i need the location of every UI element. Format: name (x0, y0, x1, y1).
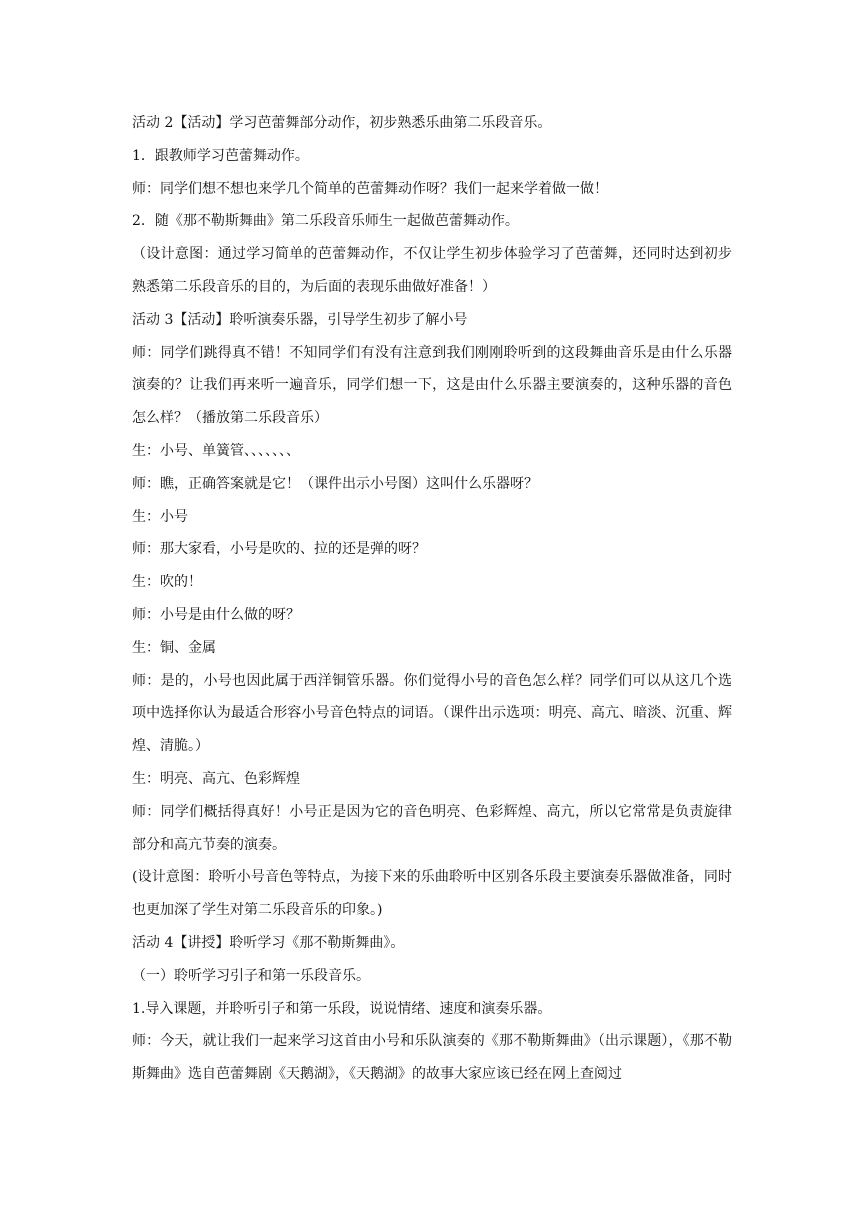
teacher-line: 师：今天，就让我们一起来学习这首由小号和乐队演奏的《那不勒斯舞曲》（出示课题），《那不勒斯舞曲》选自芭蕾舞剧《天鹅湖》，《天鹅湖》的故事大家应该已经在网上查阅过 (132, 1033, 732, 1083)
teacher-line: 师：同学们概括得真好！小号正是因为它的音色明亮、色彩辉煌、高亢，所以它常常是负责旋律部分和高亢节奏的演奏。 (132, 803, 732, 853)
student-line: 生：明亮、高亢、色彩辉煌 (132, 770, 300, 787)
heading-activity-2: 活动 2【活动】学习芭蕾舞部分动作，初步熟悉乐曲第二乐段音乐。 (132, 115, 552, 131)
document-body (132, 107, 732, 1091)
student-line: 生：小号、单簧管、、、、、、、 (132, 442, 300, 459)
student-line: 生：铜、金属 (132, 639, 216, 656)
heading-activity-3: 活动 3【活动】聆听演奏乐器，引导学生初步了解小号 (132, 311, 468, 328)
teacher-line: 师：同学们想不想也来学几个简单的芭蕾舞动作呀？我们一起来学着做一做！ (132, 180, 608, 197)
student-line: 生：小号 (132, 508, 188, 525)
heading-activity-4: 活动 4【讲授】聆听学习《那不勒斯舞曲》。 (132, 934, 405, 951)
teacher-line: 师：那大家看，小号是吹的、拉的还是弹的呀？ (132, 541, 426, 558)
step-1: 1.导入课题，并聆听引子和第一乐段，说说情绪、速度和演奏乐器。 (132, 1000, 552, 1017)
step-1: 1．跟教师学习芭蕾舞动作。 (132, 147, 309, 164)
design-intent-note: (设计意图：聆听小号音色等特点，为接下来的乐曲聆听中区别各乐段主要演奏乐器做准备，同时也更加深了学生对第二乐段音乐的印象。) (132, 869, 732, 919)
design-intent-note: （设计意图：通过学习简单的芭蕾舞动作，不仅让学生初步体验学习了芭蕾舞，还同时达到初步熟悉第二乐段音乐的目的，为后面的表现乐曲做好准备！） (132, 246, 732, 295)
teacher-line: 师：同学们跳得真不错！不知同学们有没有注意到我们刚刚聆听到的这段舞曲音乐是由什么乐器演奏的？让我们再来听一遍音乐，同学们想一下，这是由什么乐器主要演奏的，这种乐器的音色怎么样？（播放第二乐段音乐） (132, 344, 732, 427)
step-2: 2．随《那不勒斯舞曲》第二乐段音乐师生一起做芭蕾舞动作。 (132, 213, 519, 230)
subsection-heading: （一）聆听学习引子和第一乐段音乐。 (132, 967, 370, 984)
teacher-line: 师：是的，小号也因此属于西洋铜管乐器。你们觉得小号的音色怎么样？同学们可以从这几个选项中选择你认为最适合形容小号音色特点的词语。（课件出示选项：明亮、高亢、暗淡、沉重、辉煌、清脆。） (132, 672, 732, 755)
teacher-line: 师：瞧，正确答案就是它！（课件出示小号图）这叫什么乐器呀？ (132, 475, 538, 492)
student-line: 生：吹的！ (132, 574, 202, 591)
teacher-line: 师：小号是由什么做的呀？ (132, 606, 300, 623)
